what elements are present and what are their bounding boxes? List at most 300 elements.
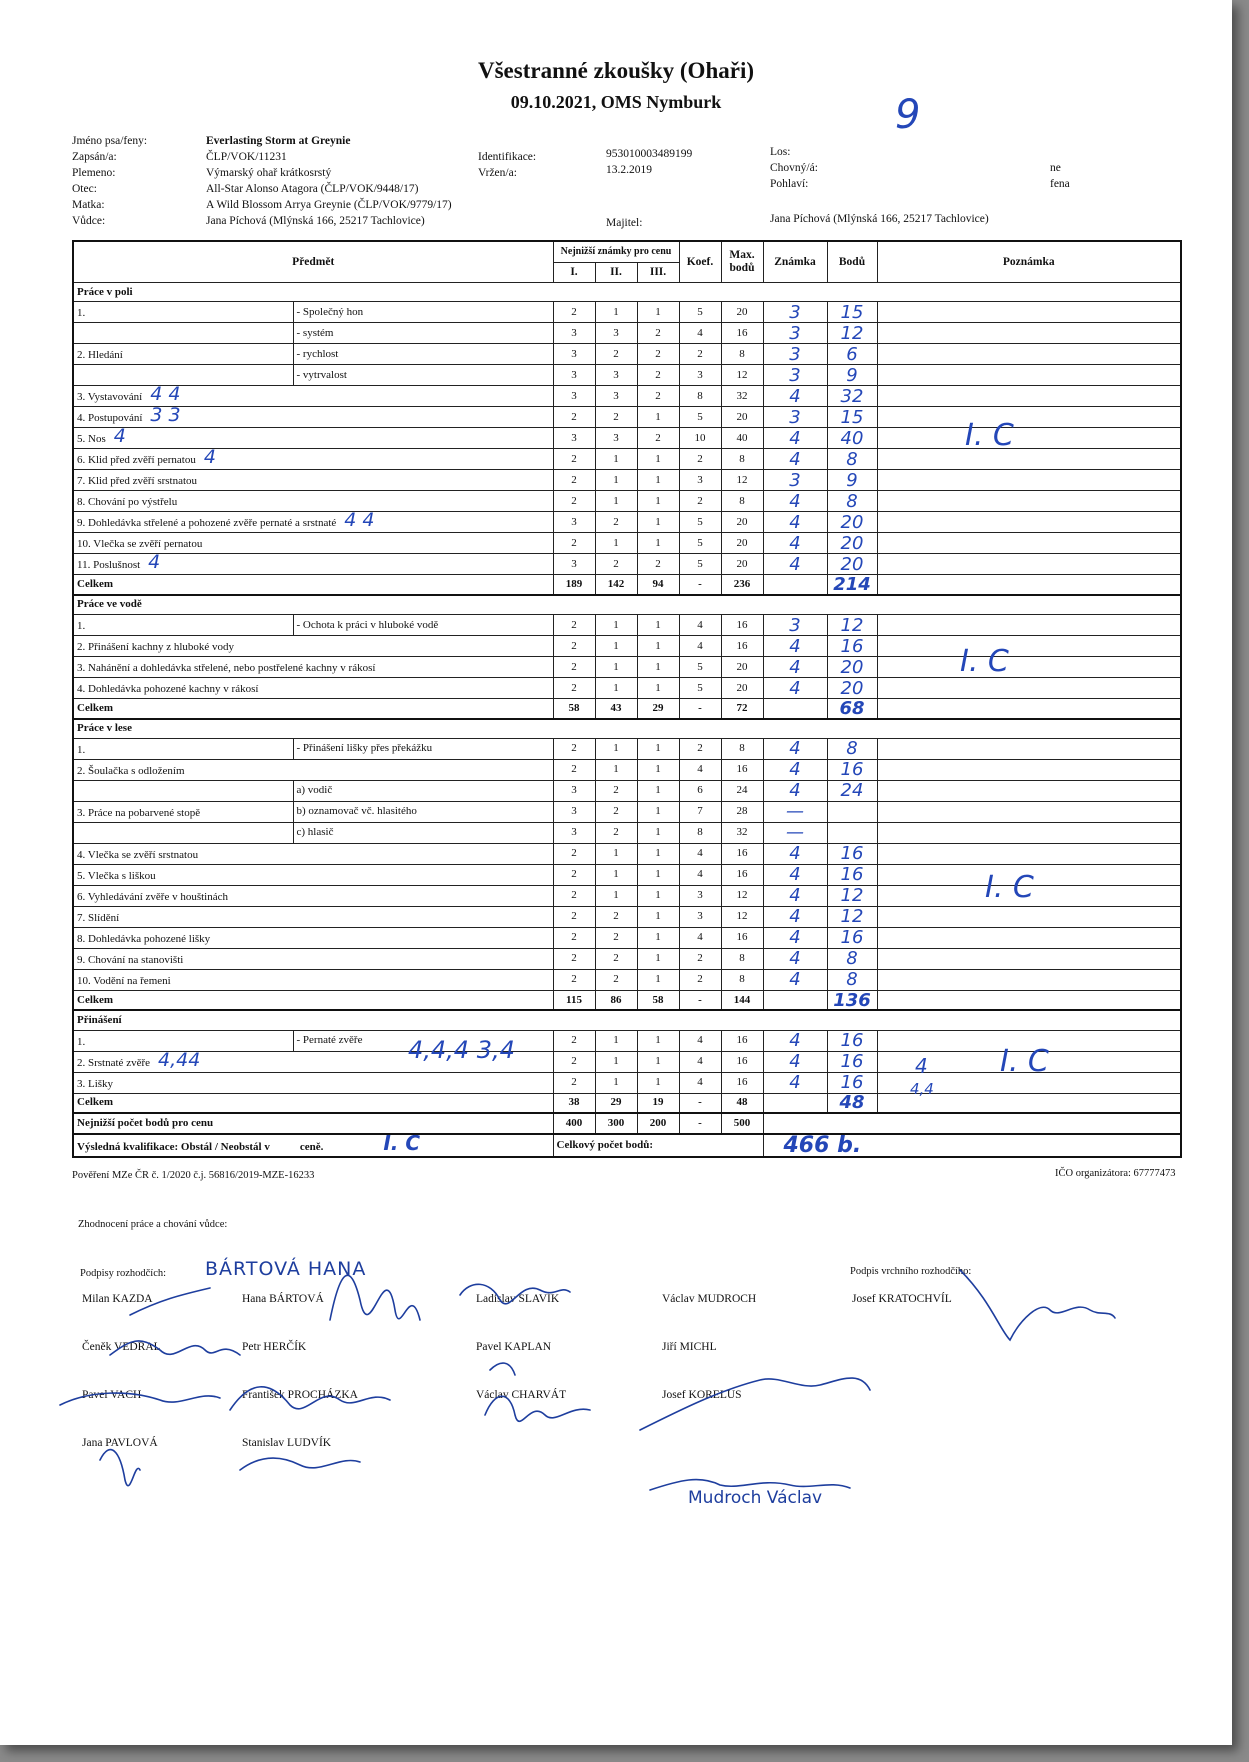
cell-note	[877, 801, 1181, 822]
cell-k: 2	[679, 738, 721, 759]
total-i: 38	[553, 1093, 595, 1113]
cell-max: 12	[721, 885, 763, 906]
table-row	[73, 554, 1181, 575]
cell-points: 12	[827, 885, 877, 906]
row-subitem: c) hlasič	[293, 822, 553, 843]
cell-iii: 1	[637, 449, 679, 470]
cell-i: 2	[553, 407, 595, 428]
value-registered: ČLP/VOK/11231	[206, 151, 287, 163]
cell-i: 2	[553, 906, 595, 927]
cell-mark: 3	[763, 302, 827, 323]
signature	[240, 1458, 360, 1470]
row-name: 3. Nahánění a dohledávka střelené, nebo postřelené kachny v rákosí	[77, 662, 376, 675]
table-row	[73, 302, 1181, 323]
cell-points: 16	[827, 927, 877, 948]
cell-iii: 1	[637, 948, 679, 969]
cell-mark: 4	[763, 843, 827, 864]
cell-ii: 2	[595, 780, 637, 801]
cell-iii: 1	[637, 302, 679, 323]
signature	[460, 1284, 570, 1303]
cell-note	[877, 533, 1181, 554]
result-cena: ceně.	[299, 1140, 324, 1153]
cell-ii: 1	[595, 533, 637, 554]
cell-max: 32	[721, 822, 763, 843]
row-name: 2. Srstnaté zvěře	[77, 1056, 150, 1069]
table-row	[73, 428, 1181, 449]
cell-i: 2	[553, 636, 595, 657]
section-row	[73, 1010, 1181, 1030]
misc-info-values	[1050, 160, 1070, 192]
value-identification: 953010003489199	[606, 148, 693, 160]
cell-points: 8	[827, 738, 877, 759]
cell-mark: 4	[763, 678, 827, 699]
cell-max: 40	[721, 428, 763, 449]
cell-k: 5	[679, 554, 721, 575]
cell-iii: 1	[637, 780, 679, 801]
note-water-result: I. C	[960, 644, 1009, 679]
chief-judge-label: Podpis vrchního rozhodčího:	[850, 1266, 972, 1277]
row-name: 2. Přinášení kachny z hluboké vody	[77, 641, 235, 654]
row-subitem: - Společný hon	[293, 302, 553, 323]
cell-mark: 4	[763, 738, 827, 759]
table-row	[73, 927, 1181, 948]
cell-k: 5	[679, 407, 721, 428]
judges-label: Podpisy rozhodčích:	[80, 1268, 167, 1279]
cell-points: 20	[827, 533, 877, 554]
label-identification: Identifikace:	[478, 151, 537, 163]
row-name: 7. Slídění	[77, 911, 120, 924]
cell-points: 20	[827, 657, 877, 678]
min-points-ii: 300	[595, 1113, 637, 1133]
cell-iii: 1	[637, 407, 679, 428]
result-row	[73, 1134, 1181, 1157]
section-row	[73, 719, 1181, 739]
label-sex: Pohlaví:	[770, 178, 809, 190]
total-k: -	[679, 699, 721, 719]
total-row	[73, 575, 1181, 595]
cell-k: 3	[679, 365, 721, 386]
cell-i: 2	[553, 843, 595, 864]
cell-i: 2	[553, 657, 595, 678]
cell-ii: 2	[595, 948, 637, 969]
cell-i: 2	[553, 470, 595, 491]
cell-iii: 1	[637, 1051, 679, 1072]
cell-mark: 4	[763, 759, 827, 780]
cell-note	[877, 738, 1181, 759]
cell-i: 3	[553, 386, 595, 407]
row-name: 8. Chování po výstřelu	[77, 496, 178, 509]
cell-note	[877, 491, 1181, 512]
judge-name: Hana BÁRTOVÁ	[242, 1293, 324, 1305]
cell-points: 9	[827, 365, 877, 386]
cell-mark: 3	[763, 407, 827, 428]
cell-points: 16	[827, 759, 877, 780]
row-subject	[73, 969, 553, 990]
value-sex: fena	[1050, 178, 1070, 190]
cell-max: 16	[721, 1051, 763, 1072]
cell-ii: 2	[595, 407, 637, 428]
cell-ii: 1	[595, 470, 637, 491]
cell-i: 3	[553, 344, 595, 365]
cell-mark: 4	[763, 533, 827, 554]
cell-k: 4	[679, 1072, 721, 1093]
cell-ii: 1	[595, 1030, 637, 1051]
row-hand-note: 4,44	[158, 1051, 201, 1071]
cell-iii: 1	[637, 533, 679, 554]
row-subject	[73, 759, 553, 780]
cell-points: 12	[827, 615, 877, 636]
cell-points: 6	[827, 344, 877, 365]
cell-k: 5	[679, 302, 721, 323]
value-dog-name: Everlasting Storm at Greynie	[206, 135, 351, 147]
label-father: Otec:	[72, 183, 97, 195]
cell-iii: 1	[637, 738, 679, 759]
cell-points	[827, 801, 877, 822]
row-name: 10. Vodění na řemeni	[77, 974, 171, 987]
cell-points: 40	[827, 428, 877, 449]
total-label: Celkem	[73, 699, 553, 719]
row-name: 5. Nos	[77, 433, 106, 446]
cell-points: 8	[827, 969, 877, 990]
note-retrieve-result: I. C	[1000, 1044, 1049, 1079]
cell-mark: —	[763, 801, 827, 822]
header-col-ii: II.	[595, 262, 637, 283]
cell-points: 20	[827, 512, 877, 533]
row-subitem: - Pernaté zvěře	[293, 1030, 553, 1051]
header-min-marks: Nejnižší známky pro cenu	[553, 241, 679, 262]
cell-points: 32	[827, 386, 877, 407]
min-points-label: Nejnižší počet bodů pro cenu	[73, 1113, 553, 1133]
total-row	[73, 699, 1181, 719]
row-subject	[73, 449, 553, 470]
cell-iii: 2	[637, 554, 679, 575]
cell-points: 16	[827, 1030, 877, 1051]
note-forest-result: I. C	[985, 870, 1034, 905]
cell-points: 20	[827, 554, 877, 575]
dog-info-labels	[72, 133, 147, 229]
section-title: Práce v poli	[73, 283, 1181, 302]
cell-mark: 3	[763, 323, 827, 344]
cell-k: 5	[679, 512, 721, 533]
cell-max: 8	[721, 969, 763, 990]
cell-max: 16	[721, 1072, 763, 1093]
table-row	[73, 470, 1181, 491]
cell-max: 20	[721, 533, 763, 554]
row-name: 4. Postupování	[77, 412, 143, 425]
cell-k: 4	[679, 864, 721, 885]
cell-k: 3	[679, 885, 721, 906]
cell-max: 28	[721, 801, 763, 822]
cell-ii: 2	[595, 554, 637, 575]
cell-iii: 1	[637, 512, 679, 533]
cell-ii: 1	[595, 843, 637, 864]
cell-mark: 4	[763, 1072, 827, 1093]
cell-k: 4	[679, 323, 721, 344]
owner-label: Majitel:	[606, 217, 643, 229]
cell-mark: 4	[763, 449, 827, 470]
cell-iii: 1	[637, 759, 679, 780]
signature	[60, 1393, 220, 1405]
cell-max: 12	[721, 470, 763, 491]
row-hand-note: 4 4	[344, 511, 375, 532]
cell-points: 12	[827, 906, 877, 927]
cell-note	[877, 969, 1181, 990]
row-name: 2. Hledání	[77, 349, 123, 362]
table-row	[73, 449, 1181, 470]
row-subject	[73, 780, 293, 801]
judge-name: Václav CHARVÁT	[476, 1389, 567, 1401]
cell-i: 3	[553, 554, 595, 575]
hand-srst-extra: 4	[915, 1054, 928, 1078]
table-row	[73, 491, 1181, 512]
cell-i: 2	[553, 948, 595, 969]
row-subject	[73, 344, 293, 365]
total-max: 236	[721, 575, 763, 595]
signature	[330, 1275, 420, 1320]
row-name: 2. Šoulačka s odložením	[77, 764, 185, 777]
cell-mark: 3	[763, 470, 827, 491]
row-subitem: - vytrvalost	[293, 365, 553, 386]
total-row	[73, 1093, 1181, 1113]
cell-max: 20	[721, 407, 763, 428]
total-max: 48	[721, 1093, 763, 1113]
cell-mark: 4	[763, 1051, 827, 1072]
note-field-result: I. C	[965, 418, 1014, 453]
table-row	[73, 344, 1181, 365]
table-row	[73, 906, 1181, 927]
section-title: Práce v lese	[73, 719, 1181, 739]
cell-k: 3	[679, 906, 721, 927]
cell-mark: 4	[763, 906, 827, 927]
header-note: Poznámka	[877, 241, 1181, 283]
row-subitem: a) vodič	[293, 780, 553, 801]
cell-i: 3	[553, 428, 595, 449]
value-born: 13.2.2019	[606, 164, 652, 176]
table-row	[73, 323, 1181, 344]
total-mark	[763, 1093, 827, 1113]
cell-note	[877, 470, 1181, 491]
row-name: 3. Vystavování	[77, 391, 143, 404]
total-mark	[763, 990, 827, 1010]
section-row	[73, 283, 1181, 302]
cell-points	[827, 822, 877, 843]
row-name: 6. Vyhledávání zvěře v houštinách	[77, 890, 229, 903]
judge-name: Ladislav SLAVÍK	[476, 1293, 560, 1305]
cell-k: 4	[679, 927, 721, 948]
total-max: 144	[721, 990, 763, 1010]
header-max: Max. bodů	[721, 241, 763, 283]
row-subject	[73, 386, 553, 407]
row-name: 11. Poslušnost	[77, 559, 141, 572]
row-subitem: b) oznamovač vč. hlasitého	[293, 801, 553, 822]
cell-mark: 4	[763, 512, 827, 533]
cell-mark: 4	[763, 657, 827, 678]
cell-note	[877, 386, 1181, 407]
min-points-row	[73, 1113, 1181, 1133]
cell-i: 2	[553, 615, 595, 636]
row-subject	[73, 470, 553, 491]
cell-ii: 2	[595, 801, 637, 822]
signature	[960, 1270, 1115, 1340]
cell-max: 16	[721, 864, 763, 885]
judge-name: Jiří MICHL	[662, 1341, 717, 1353]
row-subject	[73, 927, 553, 948]
cell-note	[877, 428, 1181, 449]
total-mark	[763, 575, 827, 595]
cell-mark: 4	[763, 491, 827, 512]
cell-points: 16	[827, 636, 877, 657]
header-koef: Koef.	[679, 241, 721, 283]
evaluation-label: Zhodnocení práce a chování vůdce:	[78, 1219, 228, 1230]
total-k: -	[679, 1093, 721, 1113]
cell-iii: 1	[637, 969, 679, 990]
cell-ii: 3	[595, 365, 637, 386]
total-i: 58	[553, 699, 595, 719]
row-name: 5. Vlečka s liškou	[77, 869, 156, 882]
cell-k: 2	[679, 491, 721, 512]
header-mark: Známka	[763, 241, 827, 283]
cell-ii: 1	[595, 1072, 637, 1093]
cell-i: 3	[553, 780, 595, 801]
cell-points: 8	[827, 491, 877, 512]
table-row	[73, 657, 1181, 678]
total-points: 48	[827, 1093, 877, 1113]
cell-max: 16	[721, 843, 763, 864]
cell-points: 16	[827, 843, 877, 864]
cell-k: 2	[679, 948, 721, 969]
cell-i: 3	[553, 801, 595, 822]
cell-note	[877, 759, 1181, 780]
total-iii: 58	[637, 990, 679, 1010]
cell-iii: 1	[637, 1030, 679, 1051]
total-row	[73, 990, 1181, 1010]
cell-ii: 1	[595, 615, 637, 636]
cell-ii: 2	[595, 822, 637, 843]
row-name: 4. Dohledávka pohozené kachny v rákosí	[77, 683, 259, 696]
cell-ii: 2	[595, 344, 637, 365]
cell-mark: 4	[763, 885, 827, 906]
judge-name: Pavel KAPLAN	[476, 1341, 552, 1353]
row-subject	[73, 1030, 293, 1051]
total-note	[877, 699, 1181, 719]
cell-k: 4	[679, 843, 721, 864]
cell-points: 16	[827, 1051, 877, 1072]
cell-k: 7	[679, 801, 721, 822]
cell-i: 2	[553, 678, 595, 699]
row-subitem: - rychlost	[293, 344, 553, 365]
cell-ii: 1	[595, 302, 637, 323]
row-subject	[73, 678, 553, 699]
table-header-row-1	[73, 241, 1181, 262]
header-subject: Předmět	[73, 241, 553, 283]
total-mark	[763, 699, 827, 719]
value-handler: Jana Píchová (Mlýnská 166, 25217 Tachlovice)	[206, 215, 425, 227]
result-cell	[73, 1134, 553, 1157]
cell-max: 20	[721, 302, 763, 323]
label-breeding: Chovný/á:	[770, 162, 818, 174]
total-note	[877, 990, 1181, 1010]
label-born: Vržen/a:	[478, 167, 517, 179]
cell-i: 2	[553, 738, 595, 759]
cell-note	[877, 906, 1181, 927]
min-points-empty	[763, 1113, 1181, 1133]
cell-k: 8	[679, 386, 721, 407]
min-points-iii: 200	[637, 1113, 679, 1133]
cell-mark: 4	[763, 864, 827, 885]
total-points: 68	[827, 699, 877, 719]
cell-i: 2	[553, 759, 595, 780]
total-k: -	[679, 575, 721, 595]
cell-mark: 4	[763, 927, 827, 948]
judge-name: Stanislav LUDVÍK	[242, 1437, 332, 1449]
cell-note	[877, 554, 1181, 575]
label-lot: Los:	[770, 146, 791, 158]
cell-iii: 1	[637, 1072, 679, 1093]
judge-name: Václav MUDROCH	[662, 1293, 757, 1305]
cell-max: 8	[721, 948, 763, 969]
total-ii: 86	[595, 990, 637, 1010]
judge-name: Josef KORELUS	[662, 1389, 742, 1401]
page-title: Všestranné zkoušky (Ohaři)	[477, 58, 754, 83]
cell-ii: 3	[595, 386, 637, 407]
result-total-label: Celkový počet bodů:	[553, 1134, 763, 1157]
label-breed: Plemeno:	[72, 167, 116, 179]
judge-name: Pavel VACH	[82, 1389, 142, 1401]
cell-k: 10	[679, 428, 721, 449]
table-row	[73, 843, 1181, 864]
row-subitem: - Přinášení lišky přes překážku	[293, 738, 553, 759]
cell-k: 3	[679, 470, 721, 491]
cell-iii: 2	[637, 344, 679, 365]
row-subject	[73, 636, 553, 657]
cell-k: 4	[679, 1051, 721, 1072]
value-father: All-Star Alonso Atagora (ČLP/VOK/9448/17)	[206, 183, 419, 195]
total-i: 115	[553, 990, 595, 1010]
cell-mark: —	[763, 822, 827, 843]
cell-mark: 4	[763, 428, 827, 449]
min-points-i: 400	[553, 1113, 595, 1133]
cell-ii: 1	[595, 738, 637, 759]
row-subject	[73, 323, 293, 344]
cell-k: 4	[679, 615, 721, 636]
cell-mark: 4	[763, 386, 827, 407]
section-row	[73, 595, 1181, 615]
row-subject	[73, 801, 293, 822]
total-label: Celkem	[73, 575, 553, 595]
signature	[110, 1341, 240, 1355]
cell-k: 2	[679, 969, 721, 990]
signature	[230, 1387, 390, 1410]
cell-mark: 4	[763, 969, 827, 990]
row-num: 1.	[77, 743, 86, 756]
cell-iii: 1	[637, 801, 679, 822]
signature	[650, 1480, 850, 1490]
table-row	[73, 678, 1181, 699]
cell-note	[877, 636, 1181, 657]
cell-points: 16	[827, 864, 877, 885]
cell-max: 16	[721, 636, 763, 657]
total-max: 72	[721, 699, 763, 719]
cell-k: 6	[679, 780, 721, 801]
cell-ii: 3	[595, 428, 637, 449]
row-subject	[73, 302, 293, 323]
cell-points: 12	[827, 323, 877, 344]
cell-note	[877, 843, 1181, 864]
total-iii: 94	[637, 575, 679, 595]
cell-i: 3	[553, 323, 595, 344]
cell-i: 2	[553, 1030, 595, 1051]
row-num: 1.	[77, 307, 86, 320]
